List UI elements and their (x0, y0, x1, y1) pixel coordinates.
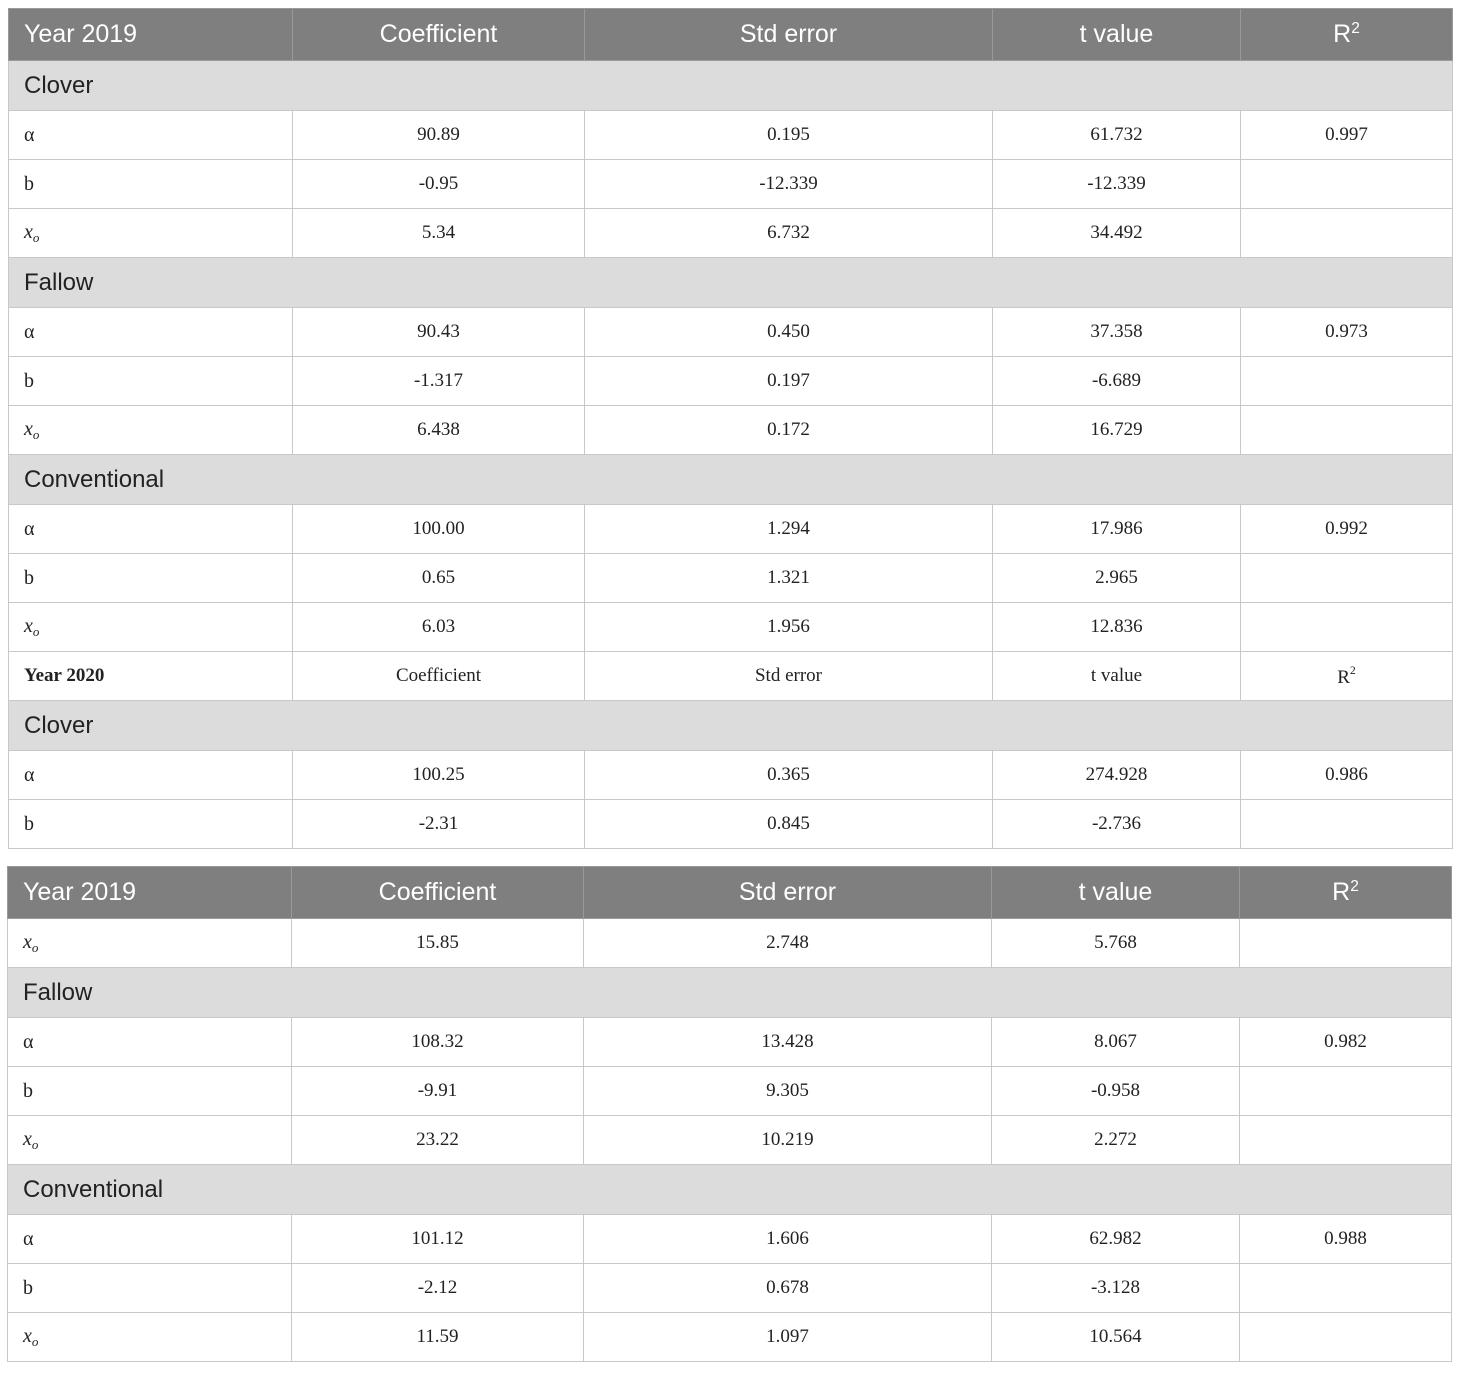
table-row (9, 308, 1453, 357)
section-label: Fallow (9, 258, 1453, 308)
cell-coefficient: 6.438 (293, 406, 585, 455)
param-alpha: α (9, 751, 293, 800)
cell-t-value: 17.986 (993, 505, 1241, 554)
cell-std-error: 10.219 (584, 1116, 992, 1165)
cell-coefficient: -9.91 (292, 1067, 584, 1116)
param-x0: $x_o$ (9, 406, 293, 455)
section-label: Fallow (8, 968, 1452, 1018)
param-alpha: α (8, 1018, 292, 1067)
cell-t-value: 2.272 (992, 1116, 1240, 1165)
param-b: b (8, 1067, 292, 1116)
cell-r-squared (1240, 1264, 1452, 1313)
header-r-squared: $R^2$ (1240, 867, 1452, 919)
param-alpha: α (9, 505, 293, 554)
cell-coefficient: -1.317 (293, 357, 585, 406)
cell-coefficient: 100.25 (293, 751, 585, 800)
header-t-value: t value (993, 9, 1241, 61)
section-label: Conventional (9, 455, 1453, 505)
cell-r-squared (1241, 406, 1453, 455)
table-row (9, 505, 1453, 554)
section-row-clover (9, 701, 1453, 751)
param-alpha: α (9, 111, 293, 160)
cell-t-value: -2.736 (993, 800, 1241, 849)
table-row (9, 800, 1453, 849)
cell-coefficient: -0.95 (293, 160, 585, 209)
header-r-squared: $R^2$ (1241, 9, 1453, 61)
cell-t-value: 10.564 (992, 1313, 1240, 1362)
cell-t-value: 62.982 (992, 1215, 1240, 1264)
cell-coefficient: 108.32 (292, 1018, 584, 1067)
cell-r-squared: 0.988 (1240, 1215, 1452, 1264)
section-label: Conventional (8, 1165, 1452, 1215)
cell-r-squared (1241, 209, 1453, 258)
cell-coefficient: 6.03 (293, 603, 585, 652)
cell-t-value: 16.729 (993, 406, 1241, 455)
table-row (8, 1264, 1452, 1313)
cell-coefficient: 15.85 (292, 919, 584, 968)
table-row (9, 406, 1453, 455)
table-row (8, 1067, 1452, 1116)
cell-coefficient: 0.65 (293, 554, 585, 603)
year-2020-subheader-row (9, 652, 1453, 701)
cell-std-error: 1.606 (584, 1215, 992, 1264)
section-row-conventional (8, 1165, 1452, 1215)
cell-std-error: 1.097 (584, 1313, 992, 1362)
header-year: Year 2019 (8, 867, 292, 919)
cell-r-squared: 0.997 (1241, 111, 1453, 160)
cell-coefficient: 11.59 (292, 1313, 584, 1362)
cell-t-value: -12.339 (993, 160, 1241, 209)
cell-std-error: 1.321 (585, 554, 993, 603)
param-x0: $x_o$ (9, 209, 293, 258)
table-row (9, 209, 1453, 258)
cell-t-value: 61.732 (993, 111, 1241, 160)
cell-r-squared: 0.992 (1241, 505, 1453, 554)
table-row (8, 1215, 1452, 1264)
cell-r-squared (1240, 1067, 1452, 1116)
table-row (8, 1018, 1452, 1067)
cell-t-value: 12.836 (993, 603, 1241, 652)
cell-coefficient: -2.12 (292, 1264, 584, 1313)
cell-std-error: 6.732 (585, 209, 993, 258)
section-row-clover (9, 61, 1453, 111)
cell-coefficient: 90.43 (293, 308, 585, 357)
cell-coefficient: 23.22 (292, 1116, 584, 1165)
cell-r-squared: 0.986 (1241, 751, 1453, 800)
cell-t-value: 34.492 (993, 209, 1241, 258)
cell-std-error: 1.294 (585, 505, 993, 554)
cell-t-value: 8.067 (992, 1018, 1240, 1067)
table-row (9, 111, 1453, 160)
header-year: Year 2019 (9, 9, 293, 61)
param-x0: $x_o$ (9, 603, 293, 652)
section-row-fallow (9, 258, 1453, 308)
cell-t-value: 274.928 (993, 751, 1241, 800)
table-row (9, 160, 1453, 209)
cell-std-error: 0.845 (585, 800, 993, 849)
param-x0: $x_o$ (8, 919, 292, 968)
table-row (9, 603, 1453, 652)
param-b: b (9, 357, 293, 406)
header-coefficient: Coefficient (292, 867, 584, 919)
header-t-value: t value (992, 867, 1240, 919)
table-row (9, 751, 1453, 800)
cell-r-squared: 0.982 (1240, 1018, 1452, 1067)
cell-coefficient: 100.00 (293, 505, 585, 554)
subheader-r-squared: $R^2$ (1241, 652, 1453, 701)
subheader-coefficient: Coefficient (293, 652, 585, 701)
cell-r-squared (1240, 919, 1452, 968)
cell-coefficient: 5.34 (293, 209, 585, 258)
header-coefficient: Coefficient (293, 9, 585, 61)
cell-std-error: 0.365 (585, 751, 993, 800)
table-row (8, 919, 1452, 968)
param-alpha: α (9, 308, 293, 357)
coefficients-table-part-1 (8, 8, 1453, 849)
table-header-row (9, 9, 1453, 61)
cell-r-squared (1241, 554, 1453, 603)
param-b: b (9, 800, 293, 849)
cell-r-squared (1240, 1116, 1452, 1165)
cell-t-value: -3.128 (992, 1264, 1240, 1313)
cell-coefficient: 101.12 (292, 1215, 584, 1264)
cell-r-squared (1240, 1313, 1452, 1362)
cell-t-value: -6.689 (993, 357, 1241, 406)
cell-coefficient: 90.89 (293, 111, 585, 160)
cell-std-error: 2.748 (584, 919, 992, 968)
subheader-t-value: t value (993, 652, 1241, 701)
param-b: b (9, 554, 293, 603)
param-x0: $x_o$ (8, 1313, 292, 1362)
section-label: Clover (9, 61, 1453, 111)
cell-std-error: 1.956 (585, 603, 993, 652)
cell-t-value: 37.358 (993, 308, 1241, 357)
section-row-fallow (8, 968, 1452, 1018)
cell-r-squared (1241, 357, 1453, 406)
section-label: Clover (9, 701, 1453, 751)
param-b: b (8, 1264, 292, 1313)
cell-std-error: 0.450 (585, 308, 993, 357)
cell-std-error: -12.339 (585, 160, 993, 209)
header-std-error: Std error (584, 867, 992, 919)
cell-std-error: 9.305 (584, 1067, 992, 1116)
cell-r-squared (1241, 800, 1453, 849)
param-b: b (9, 160, 293, 209)
subheader-year: Year 2020 (9, 652, 293, 701)
cell-std-error: 0.195 (585, 111, 993, 160)
table-row (8, 1313, 1452, 1362)
cell-t-value: 2.965 (993, 554, 1241, 603)
table-row (8, 1116, 1452, 1165)
subheader-std-error: Std error (585, 652, 993, 701)
param-x0: $x_o$ (8, 1116, 292, 1165)
cell-std-error: 13.428 (584, 1018, 992, 1067)
cell-t-value: 5.768 (992, 919, 1240, 968)
cell-r-squared (1241, 603, 1453, 652)
coefficients-table-part-2 (7, 866, 1452, 1362)
cell-std-error: 0.197 (585, 357, 993, 406)
cell-coefficient: -2.31 (293, 800, 585, 849)
cell-std-error: 0.172 (585, 406, 993, 455)
cell-t-value: -0.958 (992, 1067, 1240, 1116)
header-std-error: Std error (585, 9, 993, 61)
section-row-conventional (9, 455, 1453, 505)
cell-r-squared (1241, 160, 1453, 209)
table-header-row (8, 867, 1452, 919)
table-row (9, 357, 1453, 406)
param-alpha: α (8, 1215, 292, 1264)
cell-std-error: 0.678 (584, 1264, 992, 1313)
cell-r-squared: 0.973 (1241, 308, 1453, 357)
table-row (9, 554, 1453, 603)
